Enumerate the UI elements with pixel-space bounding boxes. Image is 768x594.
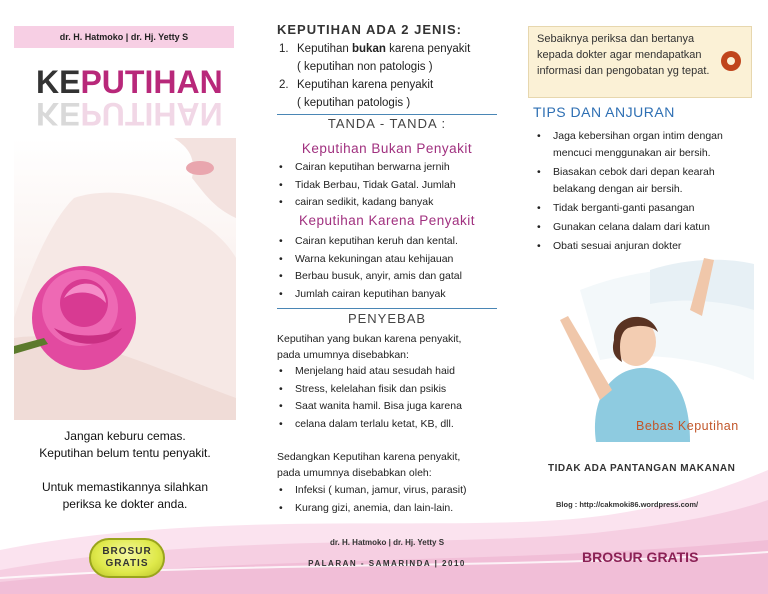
list-item: 2. Keputihan karena penyakit <box>279 79 434 91</box>
footer-place: PALARAN - SAMARINDA | 2010 <box>308 559 466 568</box>
list-item-sub: ( keputihan non patologis ) <box>297 61 433 73</box>
list-item: • Warna kekuningan atau kehijauan <box>277 251 497 269</box>
divider <box>277 114 497 115</box>
caption-line: Keputihan belum tentu penyakit. <box>39 446 211 460</box>
list-item: • Berbau busuk, anyir, amis dan gatal <box>277 268 497 286</box>
sakit-list <box>277 482 497 517</box>
types-heading: KEPUTIHAN ADA 2 JENIS: <box>277 22 463 37</box>
list-item: • Stress, kelelahan fisik dan psikis <box>277 381 497 399</box>
list-item: • Jumlah cairan keputihan banyak <box>277 286 497 304</box>
list-item: • Obati sesuai anjuran dokter <box>535 238 755 255</box>
list-item: • Menjelang haid atau sesudah haid <box>277 363 497 381</box>
list-item: • Tidak berganti-ganti pasangan <box>535 200 755 217</box>
penyebab-title: PENYEBAB <box>347 311 427 326</box>
bebas-keputihan-label: Bebas Keputihan <box>636 419 739 433</box>
blog-link[interactable]: Blog : http://cakmoki86.wordpress.com/ <box>556 500 699 509</box>
karena-title: Keputihan Karena Penyakit <box>298 213 476 228</box>
brosur-gratis-badge <box>89 538 165 578</box>
authors-bar <box>14 26 234 48</box>
logo-putihan: PUTIHAN <box>80 64 223 100</box>
caption-line: periksa ke dokter anda. <box>62 497 188 511</box>
list-item: • Kurang gizi, anemia, dan lain-lain. <box>277 500 497 518</box>
list-item: • Tidak Berbau, Tidak Gatal. Jumlah <box>277 177 497 195</box>
karena-list <box>277 233 497 303</box>
list-item: 1. Keputihan bukan karena penyakit <box>279 43 471 55</box>
badge-line: GRATIS <box>105 558 149 569</box>
list-item-sub: ( keputihan patologis ) <box>297 97 411 109</box>
list-item: • Infeksi ( kuman, jamur, virus, parasit) <box>277 482 497 500</box>
footer-authors: dr. H. Hatmoko | dr. Hj. Yetty S <box>329 538 445 547</box>
penyebab-intro: Keputihan yang bukan karena penyakit, pada umumnya disebabkan: <box>277 333 462 361</box>
no-food-restriction: TIDAK ADA PANTANGAN MAKANAN <box>548 463 736 474</box>
tanda-title: TANDA - TANDA : <box>327 116 447 131</box>
tips-list <box>535 128 755 257</box>
sakit-intro: Sedangkan Keputihan karena penyakit, pada umumnya disebabkan oleh: <box>277 451 461 479</box>
list-item: • Biasakan cebok dari depan kearah belakang dengan air bersih. <box>535 164 755 198</box>
woman-scarf-photo <box>540 250 754 442</box>
penyebab-list <box>277 363 497 433</box>
bukan-title: Keputihan Bukan Penyakit <box>301 141 473 156</box>
tag-eyelet-hole <box>727 57 735 65</box>
woman-rose-photo <box>14 138 236 420</box>
brosur-gratis-label: BROSUR GRATIS <box>582 549 699 565</box>
list-item: • Saat wanita hamil. Bisa juga karena <box>277 398 497 416</box>
badge-line: BROSUR <box>102 546 152 557</box>
list-item: • Cairan keputihan berwarna jernih <box>277 159 497 177</box>
list-item-cont: • celana dalam terlalu ketat, KB, dll. <box>277 416 497 434</box>
authors-text: dr. H. Hatmoko | dr. Hj. Yetty S <box>59 32 189 42</box>
bukan-list <box>277 159 497 212</box>
left-caption <box>14 428 236 513</box>
list-item: • Jaga kebersihan organ intim dengan mencuci menggunakan air bersih. <box>535 128 755 162</box>
types-list <box>277 40 497 112</box>
list-item: • Gunakan celana dalam dari katun <box>535 219 755 236</box>
tips-title: TIPS DAN ANJURAN <box>533 104 675 120</box>
logo-reflection: KEPUTIHAN <box>36 96 223 132</box>
divider <box>277 308 497 309</box>
title-logo <box>36 64 223 136</box>
caption-line: Untuk memastikannya silahkan <box>41 480 209 494</box>
caption-line: Jangan keburu cemas. <box>64 429 186 443</box>
logo-ke: KE <box>36 64 81 100</box>
advice-tag <box>528 26 752 98</box>
tag-text: Sebaiknya periksa dan bertanya kepada dokter agar mendapatkan informasi dan pengobatan yg tepat. <box>537 33 710 77</box>
list-item-cont: • cairan sedikit, kadang banyak <box>277 194 497 212</box>
list-item: • Cairan keputihan keruh dan kental. <box>277 233 497 251</box>
